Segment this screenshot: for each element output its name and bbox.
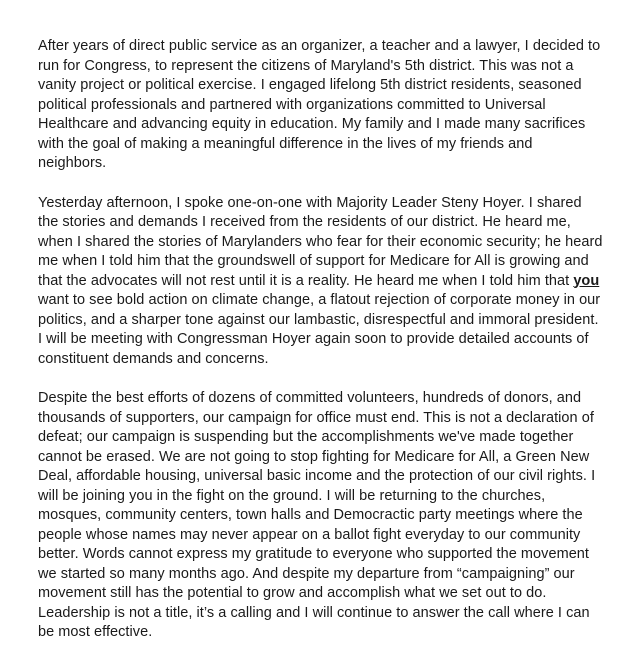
paragraph-2-text-start: Yesterday afternoon, I spoke one-on-one with Majority Leader Steny Hoyer. I shared the stories and demands I received from the residents of our district. He heard me, when I shared the stories of Marylanders who fear for their economic security; he heard me when I told him that the groundswell of support for Medicare for All is growing and that the advocates will not rest until it is a reality. He heard me when I told him that bbox=[38, 194, 603, 289]
statement-body bbox=[38, 37, 603, 663]
paragraph-2-text-end: want to see bold action on climate change, a flatout rejection of corporate money in our politics, and a sharper tone against our lambastic, disrespectful and immoral president. I will be meeting with Congressman Hoyer again soon to provide detailed accounts of constituent demands and concerns. bbox=[38, 292, 601, 367]
paragraph-2 bbox=[38, 194, 603, 370]
paragraph-3: Despite the best efforts of dozens of committed volunteers, hundreds of donors, and thousands of supporters, our campaign for office must end. This is not a declaration of defeat; our campaign is suspending but the accomplishments we've made together cannot be erased. We are not going to stop fighting for Medicare for All, a Green New Deal, affordable housing, universal basic income and the protection of our civil rights. I will be joining you in the fight on the ground. I will be returning to the churches, mosques, community centers, town halls and Democractic party meetings where the people whose names may never appear on a ballot fight everyday to our community better. Words cannot express my gratitude to everyone who supported the movement we started so many months ago. And despite my departure from “campaigning” our movement still has the potential to grow and accomplish what we set out to do. Leadership is not a title, it’s a calling and I will continue to answer the call where I can be most effective. bbox=[38, 390, 596, 640]
emphasized-word: you bbox=[573, 272, 600, 289]
paragraph-1: After years of direct public service as an organizer, a teacher and a lawyer, I decided to run for Congress, to represent the citizens of Maryland's 5th district. This was not a vanity project or political exercise. I engaged lifelong 5th district residents, seasoned political professionals and partnered with organizations committed to Universal Healthcare and advancing equity in education. My family and I made many sacrifices with the goal of making a meaningful difference in the lives of my friends and neighbors. bbox=[38, 38, 601, 171]
